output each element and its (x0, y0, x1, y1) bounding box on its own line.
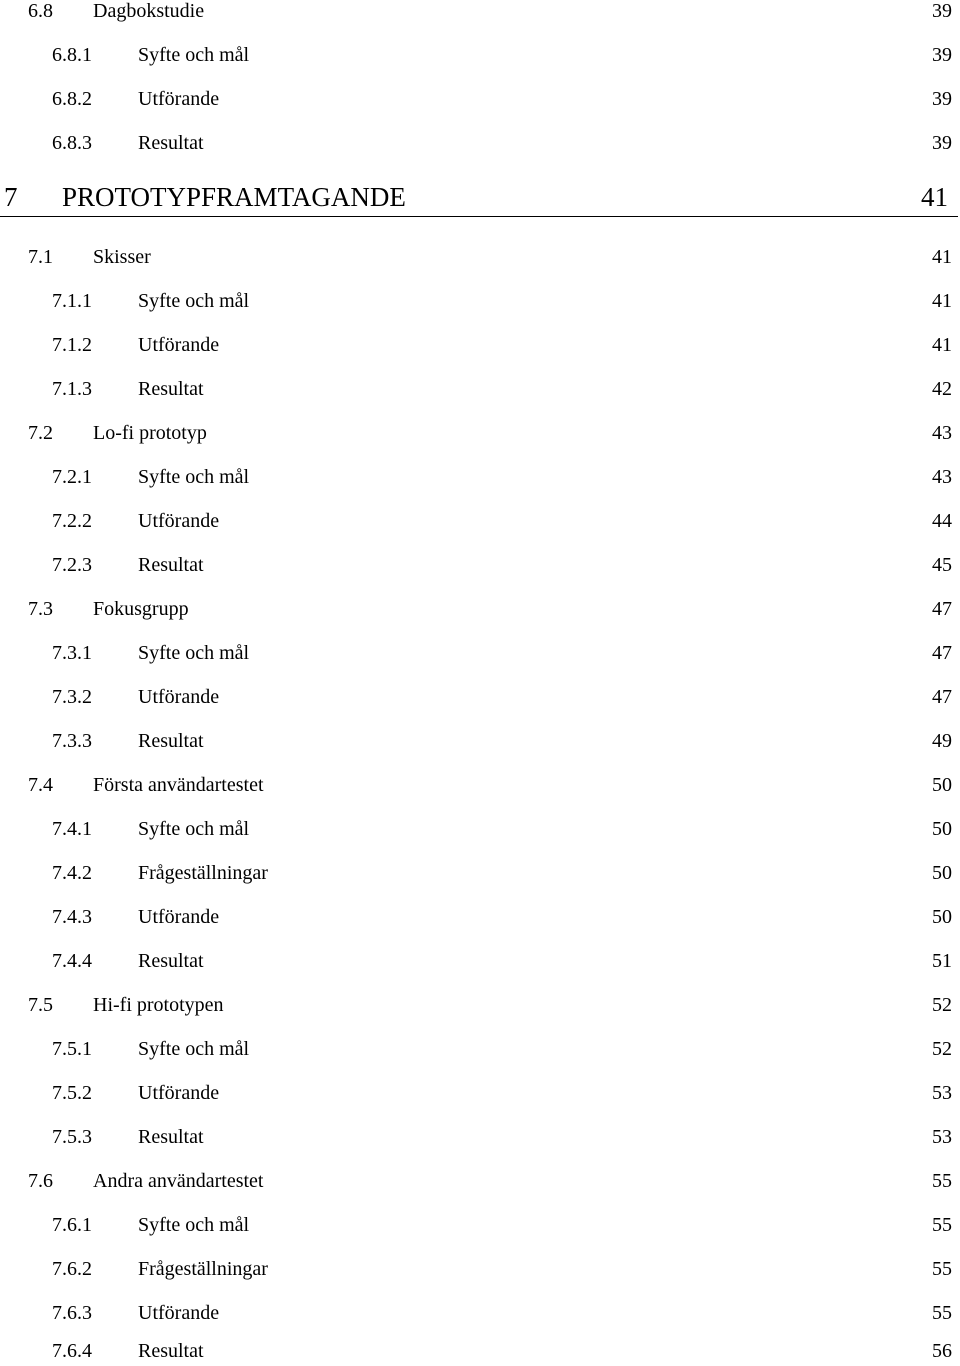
toc-entry-page: 55 (932, 1258, 952, 1280)
toc-entry-page: 44 (932, 510, 952, 532)
toc-entry-page: 41 (932, 246, 952, 268)
toc-entry-page: 42 (932, 378, 952, 400)
toc-entry[interactable] (0, 286, 960, 316)
toc-entry-title: Syfte och mål (138, 642, 250, 664)
toc-entry-number: 7.5 (28, 994, 53, 1016)
toc-entry-number: 7.2 (28, 422, 53, 444)
toc-entry-number: 7.2.2 (52, 510, 92, 532)
toc-chapter-entry[interactable] (0, 180, 960, 214)
chapter-divider (0, 216, 958, 217)
toc-entry-title: Resultat (138, 1126, 204, 1148)
toc-entry-title: Resultat (138, 1340, 204, 1362)
toc-entry-title: Syfte och mål (138, 1038, 250, 1060)
toc-entry-title: Resultat (138, 132, 204, 154)
toc-entry-page: 45 (932, 554, 952, 576)
toc-entry-page: 53 (932, 1126, 952, 1148)
toc-entry-title: Andra användartestet (93, 1170, 264, 1192)
toc-chapter-title: PROTOTYPFRAMTAGANDE (62, 182, 406, 212)
toc-entry-page: 55 (932, 1170, 952, 1192)
toc-entry-number: 7.1.3 (52, 378, 92, 400)
toc-entry[interactable] (0, 1336, 960, 1366)
toc-entry-title: Resultat (138, 950, 204, 972)
toc-entry-page: 39 (932, 0, 952, 22)
toc-entry-page: 50 (932, 906, 952, 928)
toc-entry-page: 47 (932, 686, 952, 708)
toc-entry-number: 7.5.2 (52, 1082, 92, 1104)
toc-entry-title: Hi-fi prototypen (93, 994, 224, 1016)
toc-entry[interactable] (0, 770, 960, 800)
toc-entry-title: Frågeställningar (138, 1258, 268, 1280)
toc-chapter-number: 7 (4, 182, 18, 212)
toc-entry-page: 52 (932, 1038, 952, 1060)
toc-entry[interactable] (0, 1298, 960, 1328)
toc-entry-number: 7.6.3 (52, 1302, 92, 1324)
toc-entry-number: 7.1.1 (52, 290, 92, 312)
toc-entry-page: 55 (932, 1302, 952, 1324)
toc-entry[interactable] (0, 1122, 960, 1152)
toc-entry-title: Syfte och mål (138, 818, 250, 840)
toc-entry-page: 50 (932, 818, 952, 840)
toc-entry-page: 50 (932, 862, 952, 884)
toc-entry-title: Skisser (93, 246, 151, 268)
toc-entry-number: 7.6.1 (52, 1214, 92, 1236)
toc-entry-number: 7.3.2 (52, 686, 92, 708)
toc-entry-number: 7.6 (28, 1170, 53, 1192)
toc-entry-number: 7.3.3 (52, 730, 92, 752)
toc-entry-title: Lo-fi prototyp (93, 422, 207, 444)
toc-entry[interactable] (0, 726, 960, 756)
toc-entry[interactable] (0, 506, 960, 536)
toc-entry-number: 7.4.1 (52, 818, 92, 840)
toc-entry-page: 53 (932, 1082, 952, 1104)
toc-entry[interactable] (0, 638, 960, 668)
toc-entry[interactable] (0, 1034, 960, 1064)
toc-entry[interactable] (0, 682, 960, 712)
toc-entry-title: Första användartestet (93, 774, 264, 796)
toc-entry[interactable] (0, 462, 960, 492)
toc-entry-page: 39 (932, 132, 952, 154)
toc-entry-number: 7.4.3 (52, 906, 92, 928)
toc-chapter-page: 41 (921, 182, 948, 212)
toc-entry-number: 7.3.1 (52, 642, 92, 664)
toc-entry[interactable] (0, 1166, 960, 1196)
toc-entry-number: 7.3 (28, 598, 53, 620)
toc-entry[interactable] (0, 40, 960, 70)
toc-entry[interactable] (0, 902, 960, 932)
toc-entry-title: Utförande (138, 510, 220, 532)
toc-entry-number: 7.1.2 (52, 334, 92, 356)
toc-entry[interactable] (0, 990, 960, 1020)
toc-entry[interactable] (0, 330, 960, 360)
toc-entry-title: Syfte och mål (138, 1214, 250, 1236)
toc-entry-page: 56 (932, 1340, 952, 1362)
toc-entry-page: 41 (932, 290, 952, 312)
toc-entry-number: 7.2.3 (52, 554, 92, 576)
toc-entry-number: 7.2.1 (52, 466, 92, 488)
toc-entry-page: 41 (932, 334, 952, 356)
toc-entry-title: Utförande (138, 334, 220, 356)
toc-entry-page: 47 (932, 598, 952, 620)
toc-entry-page: 39 (932, 88, 952, 110)
toc-entry-number: 7.6.4 (52, 1340, 92, 1362)
toc-entry-title: Syfte och mål (138, 44, 250, 66)
toc-entry-page: 50 (932, 774, 952, 796)
toc-entry-number: 7.4 (28, 774, 53, 796)
toc-entry-title: Utförande (138, 1302, 220, 1324)
toc-entry[interactable] (0, 1078, 960, 1108)
toc-entry[interactable] (0, 0, 960, 26)
toc-entry-number: 7.4.4 (52, 950, 92, 972)
toc-entry-page: 43 (932, 466, 952, 488)
toc-entry-title: Resultat (138, 378, 204, 400)
toc-entry-number: 7.5.3 (52, 1126, 92, 1148)
toc-entry-title: Utförande (138, 1082, 220, 1104)
toc-entry-page: 51 (932, 950, 952, 972)
toc-entry-title: Fokusgrupp (93, 598, 189, 620)
toc-entry[interactable] (0, 858, 960, 888)
toc-entry[interactable] (0, 946, 960, 976)
toc-entry-page: 39 (932, 44, 952, 66)
toc-entry-number: 7.1 (28, 246, 53, 268)
toc-entry-page: 47 (932, 642, 952, 664)
toc-entry-title: Utförande (138, 686, 220, 708)
toc-entry[interactable] (0, 1254, 960, 1284)
toc-entry[interactable] (0, 550, 960, 580)
toc-entry-title: Utförande (138, 906, 220, 928)
toc-entry[interactable] (0, 84, 960, 114)
toc-entry-number: 6.8.2 (52, 88, 92, 110)
toc-entry-title: Resultat (138, 730, 204, 752)
toc-entry[interactable] (0, 242, 960, 272)
toc-entry[interactable] (0, 418, 960, 448)
toc-entry[interactable] (0, 814, 960, 844)
toc-entry-number: 6.8.3 (52, 132, 92, 154)
toc-entry-title: Frågeställningar (138, 862, 268, 884)
toc-entry-title: Dagbokstudie (93, 0, 205, 22)
toc-entry-title: Utförande (138, 88, 220, 110)
toc-entry[interactable] (0, 1210, 960, 1240)
toc-entry[interactable] (0, 594, 960, 624)
toc-entry[interactable] (0, 128, 960, 158)
toc-entry-number: 7.5.1 (52, 1038, 92, 1060)
toc-entry-page: 49 (932, 730, 952, 752)
toc-entry-number: 6.8 (28, 0, 53, 22)
toc-entry-page: 52 (932, 994, 952, 1016)
toc-entry-number: 6.8.1 (52, 44, 92, 66)
toc-entry-title: Resultat (138, 554, 204, 576)
toc-entry-title: Syfte och mål (138, 290, 250, 312)
toc-entry[interactable] (0, 374, 960, 404)
toc-entry-title: Syfte och mål (138, 466, 250, 488)
toc-entry-page: 43 (932, 422, 952, 444)
toc-entry-number: 7.4.2 (52, 862, 92, 884)
toc-entry-number: 7.6.2 (52, 1258, 92, 1280)
toc-entry-page: 55 (932, 1214, 952, 1236)
